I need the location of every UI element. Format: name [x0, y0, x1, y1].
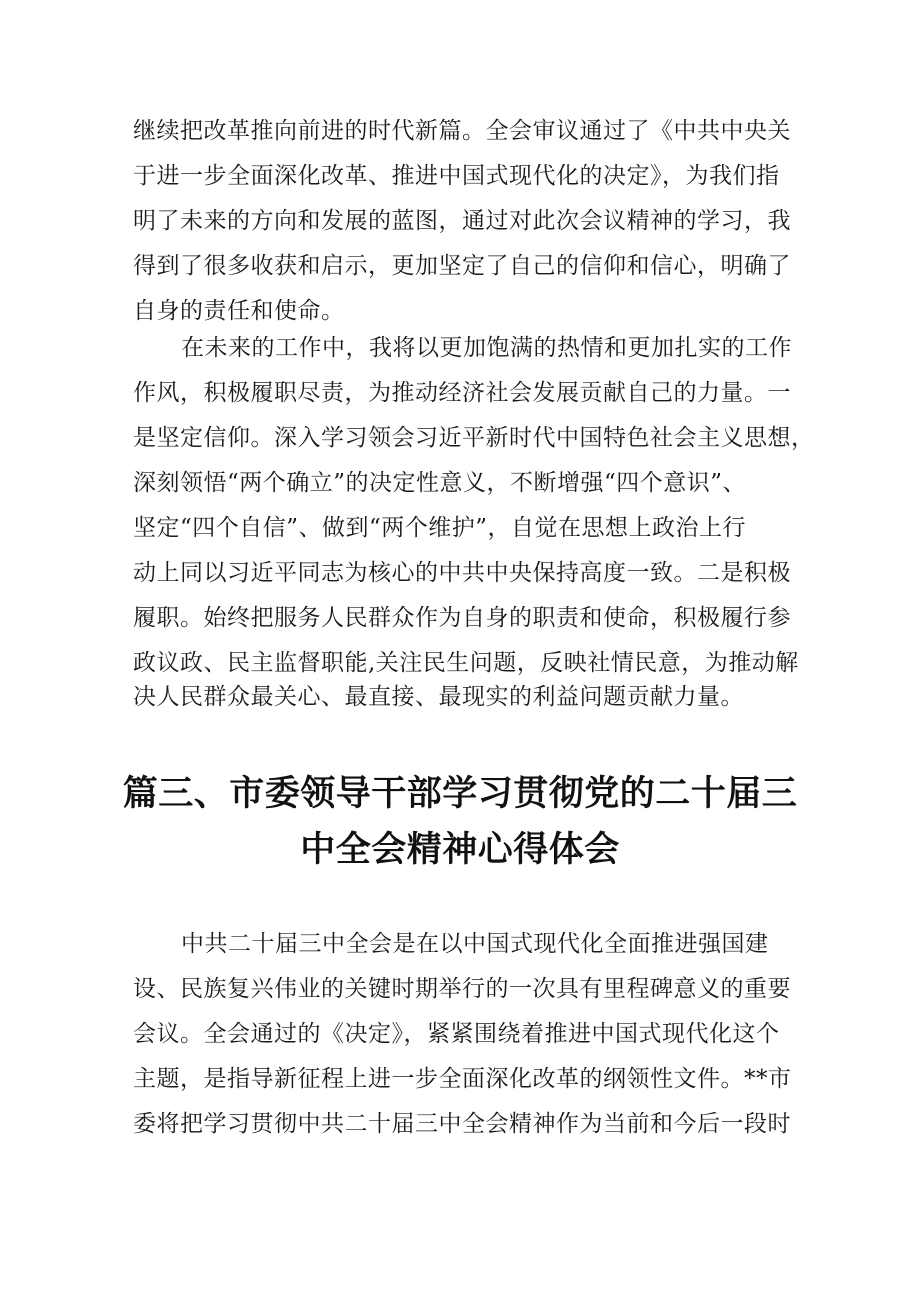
paragraph-1-line-3: 明了未来的方向和发展的蓝图，通过对此次会议精神的学习，我	[133, 208, 791, 234]
paragraph-3-line-1: 中共二十届三中全会是在以中国式现代化全面推进强国建	[181, 931, 769, 957]
paragraph-3-line-2: 设、民族复兴伟业的关键时期举行的一次具有里程碑意义的重要	[133, 976, 791, 1002]
paragraph-2-line-9: 决人民群众最关心、最直接、最现实的利益问题贡献力量。	[133, 684, 744, 710]
paragraph-1-line-1: 继续把改革推向前进的时代新篇。全会审议通过了《中共中央关	[133, 118, 791, 144]
paragraph-1-line-2: 于进一步全面深化改革、推进中国式现代化的决定》，为我们指	[133, 163, 780, 189]
paragraph-2-line-4: 深刻领悟“两个确立”的决定性意义，不断增强“四个意识”、	[133, 470, 747, 496]
paragraph-2-line-1: 在未来的工作中，我将以更加饱满的热情和更加扎实的工作	[181, 335, 792, 361]
paragraph-3-line-3: 会议。全会通过的《决定》，紧紧围绕着推进中国式现代化这个	[133, 1021, 780, 1047]
paragraph-3-line-4: 主题，是指导新征程上进一步全面深化改革的纲领性文件。**市	[133, 1066, 792, 1092]
paragraph-1-line-4: 得到了很多收获和启示，更加坚定了自己的信仰和信心，明确了	[133, 253, 791, 279]
section-title-line-1: 篇三、市委领导干部学习贯彻党的二十届三	[122, 774, 798, 814]
paragraph-2-line-3: 是坚定信仰。深入学习领会习近平新时代中国特色社会主义思想，	[133, 425, 815, 451]
paragraph-2-line-8: 政议政、民主监督职能,关注民生问题，反映社情民意，为推动解	[133, 650, 799, 676]
paragraph-2-line-7: 履职。始终把服务人民群众作为自身的职责和使命，积极履行参	[133, 605, 791, 631]
paragraph-1-line-5: 自身的责任和使命。	[133, 298, 345, 324]
paragraph-3-line-5: 委将把学习贯彻中共二十届三中全会精神作为当前和今后一段时	[133, 1111, 791, 1137]
section-title-line-2: 中全会精神心得体会	[300, 830, 620, 870]
paragraph-2-line-5: 坚定“四个自信”、做到“两个维护”，自觉在思想上政治上行	[133, 515, 747, 541]
paragraph-2-line-2: 作风，积极履职尽责，为推动经济社会发展贡献自己的力量。一	[133, 380, 791, 406]
paragraph-2-line-6: 动上同以习近平同志为核心的中共中央保持高度一致。二是积极	[133, 560, 791, 586]
